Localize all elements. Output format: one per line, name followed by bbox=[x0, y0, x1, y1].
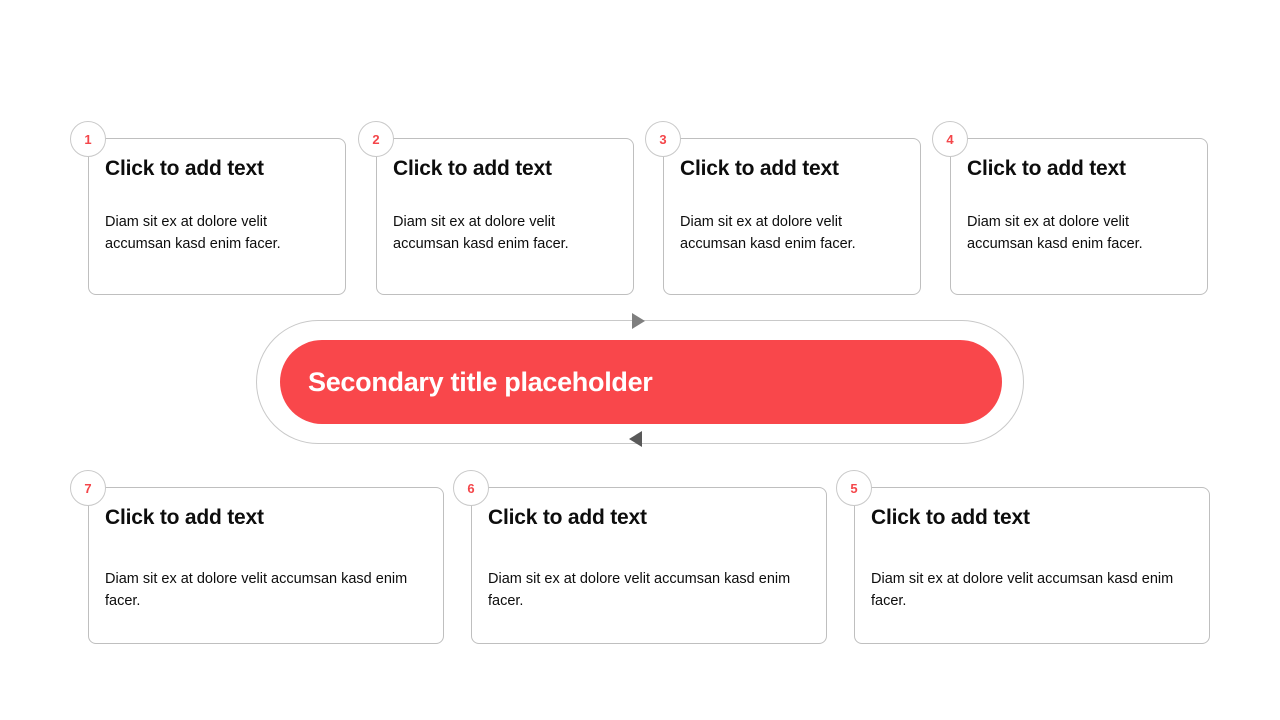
arrow-right-icon bbox=[632, 313, 645, 329]
card-4-number-badge bbox=[932, 121, 968, 157]
card-4-number: 4 bbox=[946, 131, 954, 147]
card-3-body: Diam sit ex at dolore velit accumsan kasd enim facer. bbox=[680, 214, 856, 253]
card-4-body: Diam sit ex at dolore velit accumsan kasd enim facer. bbox=[967, 214, 1143, 253]
card-2-number: 2 bbox=[372, 131, 380, 147]
card-7-number-badge bbox=[70, 470, 106, 506]
card-6-body: Diam sit ex at dolore velit accumsan kasd enim facer. bbox=[488, 571, 791, 610]
card-7-title: Click to add text bbox=[105, 506, 264, 529]
card-2[interactable] bbox=[376, 138, 634, 295]
card-7-body: Diam sit ex at dolore velit accumsan kasd enim facer. bbox=[105, 571, 408, 610]
card-7[interactable] bbox=[88, 487, 444, 644]
card-2-number-badge bbox=[358, 121, 394, 157]
card-5[interactable] bbox=[854, 487, 1210, 644]
card-3-number-badge bbox=[645, 121, 681, 157]
card-5-title: Click to add text bbox=[871, 506, 1030, 529]
card-1-title: Click to add text bbox=[105, 157, 264, 180]
card-2-body: Diam sit ex at dolore velit accumsan kasd enim facer. bbox=[393, 214, 569, 253]
card-5-number-badge bbox=[836, 470, 872, 506]
arrow-left-icon bbox=[629, 431, 642, 447]
center-pill-title: Secondary title placeholder bbox=[308, 366, 653, 397]
card-1-number: 1 bbox=[84, 131, 92, 147]
card-5-number: 5 bbox=[850, 480, 858, 496]
card-3-number: 3 bbox=[659, 131, 667, 147]
card-5-body: Diam sit ex at dolore velit accumsan kasd enim facer. bbox=[871, 571, 1174, 610]
card-4[interactable] bbox=[950, 138, 1208, 295]
card-6-number-badge bbox=[453, 470, 489, 506]
card-1-body: Diam sit ex at dolore velit accumsan kasd enim facer. bbox=[105, 214, 281, 253]
card-1-number-badge bbox=[70, 121, 106, 157]
card-6[interactable] bbox=[471, 487, 827, 644]
card-2-title: Click to add text bbox=[393, 157, 552, 180]
card-7-number: 7 bbox=[84, 480, 92, 496]
card-1[interactable] bbox=[88, 138, 346, 295]
card-3-title: Click to add text bbox=[680, 157, 839, 180]
card-6-number: 6 bbox=[467, 480, 475, 496]
card-4-title: Click to add text bbox=[967, 157, 1126, 180]
card-6-title: Click to add text bbox=[488, 506, 647, 529]
center-pill[interactable] bbox=[280, 340, 1002, 424]
card-3[interactable] bbox=[663, 138, 921, 295]
